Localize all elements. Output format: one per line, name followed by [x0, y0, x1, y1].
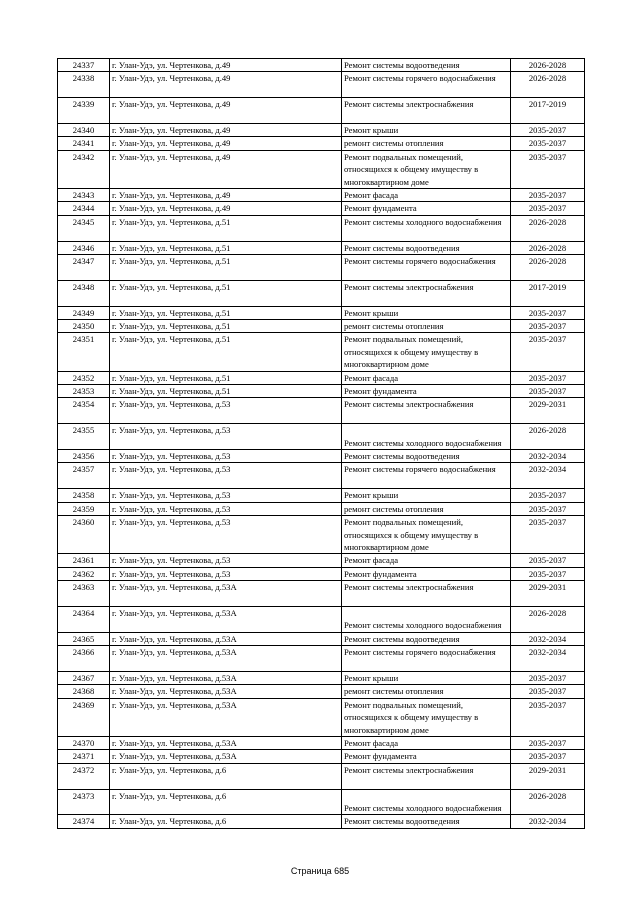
row-address: г. Улан-Удэ, ул. Чертенкова, д.49: [110, 137, 342, 150]
row-work-type: Ремонт фундамента: [342, 202, 511, 215]
row-number: 24346: [58, 241, 110, 254]
row-work-type: Ремонт системы электроснабжения: [342, 398, 511, 424]
table-row: [58, 280, 585, 306]
row-number: 24369: [58, 698, 110, 736]
row-number: 24348: [58, 280, 110, 306]
table-row: [58, 150, 585, 188]
row-period: 2035-2037: [511, 371, 585, 384]
row-number: 24364: [58, 606, 110, 632]
table-row: [58, 306, 585, 319]
row-address: г. Улан-Удэ, ул. Чертенкова, д.53А: [110, 685, 342, 698]
row-work-type: Ремонт системы водоотведения: [342, 241, 511, 254]
row-address: г. Улан-Удэ, ул. Чертенкова, д.53А: [110, 736, 342, 749]
row-address: г. Улан-Удэ, ул. Чертенкова, д.51: [110, 306, 342, 319]
row-work-type: Ремонт системы холодного водоснабжения: [342, 606, 511, 632]
row-address: г. Улан-Удэ, ул. Чертенкова, д.51: [110, 371, 342, 384]
table-row: [58, 124, 585, 137]
table-row: [58, 385, 585, 398]
row-number: 24352: [58, 371, 110, 384]
row-number: 24345: [58, 215, 110, 241]
row-work-type: Ремонт системы холодного водоснабжения: [342, 424, 511, 450]
row-work-type: Ремонт фасада: [342, 736, 511, 749]
row-address: г. Улан-Удэ, ул. Чертенкова, д.51: [110, 320, 342, 333]
row-work-type: ремонт системы отопления: [342, 320, 511, 333]
row-number: 24362: [58, 567, 110, 580]
table-row: [58, 59, 585, 72]
row-period: 2026-2028: [511, 72, 585, 98]
row-period: 2017-2019: [511, 98, 585, 124]
row-work-type: Ремонт фасада: [342, 189, 511, 202]
table-row: [58, 241, 585, 254]
row-address: г. Улан-Удэ, ул. Чертенкова, д.53А: [110, 646, 342, 672]
row-period: 2035-2037: [511, 137, 585, 150]
row-period: 2035-2037: [511, 698, 585, 736]
row-number: 24370: [58, 736, 110, 749]
row-address: г. Улан-Удэ, ул. Чертенкова, д.53А: [110, 750, 342, 763]
row-address: г. Улан-Удэ, ул. Чертенкова, д.53: [110, 424, 342, 450]
row-number: 24355: [58, 424, 110, 450]
row-work-type: Ремонт подвальных помещений, относящихся к общему имуществу в многоквартирном доме: [342, 698, 511, 736]
row-address: г. Улан-Удэ, ул. Чертенкова, д.49: [110, 124, 342, 137]
row-address: г. Улан-Удэ, ул. Чертенкова, д.53А: [110, 581, 342, 607]
row-address: г. Улан-Удэ, ул. Чертенкова, д.53: [110, 554, 342, 567]
row-work-type: Ремонт крыши: [342, 306, 511, 319]
row-address: г. Улан-Удэ, ул. Чертенкова, д.53А: [110, 671, 342, 684]
row-period: 2026-2028: [511, 215, 585, 241]
row-period: 2032-2034: [511, 463, 585, 489]
row-work-type: Ремонт системы горячего водоснабжения: [342, 255, 511, 281]
row-number: 24354: [58, 398, 110, 424]
row-period: 2032-2034: [511, 632, 585, 645]
table-row: [58, 450, 585, 463]
table-row: [58, 189, 585, 202]
row-period: 2035-2037: [511, 333, 585, 371]
table-row: [58, 463, 585, 489]
row-period: 2035-2037: [511, 320, 585, 333]
table-row: [58, 789, 585, 815]
row-number: 24342: [58, 150, 110, 188]
row-address: г. Улан-Удэ, ул. Чертенкова, д.51: [110, 241, 342, 254]
row-period: 2035-2037: [511, 685, 585, 698]
row-address: г. Улан-Удэ, ул. Чертенкова, д.53: [110, 489, 342, 502]
row-number: 24361: [58, 554, 110, 567]
row-work-type: Ремонт подвальных помещений, относящихся к общему имуществу в многоквартирном доме: [342, 333, 511, 371]
row-work-type: Ремонт фасада: [342, 554, 511, 567]
row-address: г. Улан-Удэ, ул. Чертенкова, д.6: [110, 815, 342, 828]
row-work-type: Ремонт фундамента: [342, 567, 511, 580]
row-number: 24356: [58, 450, 110, 463]
table-row: [58, 255, 585, 281]
row-period: 2029-2031: [511, 398, 585, 424]
table-row: [58, 516, 585, 554]
works-table: [57, 58, 585, 829]
row-number: 24372: [58, 763, 110, 789]
row-address: г. Улан-Удэ, ул. Чертенкова, д.53: [110, 502, 342, 515]
row-work-type: Ремонт крыши: [342, 124, 511, 137]
table-row: [58, 502, 585, 515]
row-period: 2035-2037: [511, 750, 585, 763]
row-period: 2035-2037: [511, 489, 585, 502]
row-address: г. Улан-Удэ, ул. Чертенкова, д.53А: [110, 698, 342, 736]
row-number: 24374: [58, 815, 110, 828]
row-work-type: Ремонт системы электроснабжения: [342, 581, 511, 607]
row-work-type: Ремонт системы горячего водоснабжения: [342, 463, 511, 489]
row-address: г. Улан-Удэ, ул. Чертенкова, д.51: [110, 255, 342, 281]
row-number: 24351: [58, 333, 110, 371]
table-row: [58, 371, 585, 384]
page-number: Страница 685: [290, 866, 350, 876]
row-number: 24337: [58, 59, 110, 72]
row-address: г. Улан-Удэ, ул. Чертенкова, д.49: [110, 202, 342, 215]
row-period: 2026-2028: [511, 606, 585, 632]
row-number: 24353: [58, 385, 110, 398]
row-address: г. Улан-Удэ, ул. Чертенкова, д.53: [110, 567, 342, 580]
row-address: г. Улан-Удэ, ул. Чертенкова, д.49: [110, 98, 342, 124]
row-period: 2017-2019: [511, 280, 585, 306]
row-number: 24349: [58, 306, 110, 319]
row-number: 24367: [58, 671, 110, 684]
row-work-type: ремонт системы отопления: [342, 137, 511, 150]
row-address: г. Улан-Удэ, ул. Чертенкова, д.49: [110, 150, 342, 188]
row-number: 24347: [58, 255, 110, 281]
row-address: г. Улан-Удэ, ул. Чертенкова, д.49: [110, 59, 342, 72]
table-row: [58, 606, 585, 632]
row-period: 2032-2034: [511, 450, 585, 463]
row-work-type: Ремонт крыши: [342, 671, 511, 684]
row-address: г. Улан-Удэ, ул. Чертенкова, д.51: [110, 385, 342, 398]
row-work-type: Ремонт системы водоотведения: [342, 815, 511, 828]
row-period: 2026-2028: [511, 789, 585, 815]
row-number: 24368: [58, 685, 110, 698]
row-work-type: ремонт системы отопления: [342, 502, 511, 515]
row-number: 24366: [58, 646, 110, 672]
row-work-type: Ремонт подвальных помещений, относящихся к общему имуществу в многоквартирном доме: [342, 516, 511, 554]
table-row: [58, 320, 585, 333]
table-row: [58, 750, 585, 763]
row-work-type: Ремонт системы электроснабжения: [342, 280, 511, 306]
table-body: [58, 59, 585, 829]
row-period: 2026-2028: [511, 255, 585, 281]
table-row: [58, 554, 585, 567]
table-row: [58, 581, 585, 607]
row-address: г. Улан-Удэ, ул. Чертенкова, д.49: [110, 189, 342, 202]
table-row: [58, 215, 585, 241]
row-address: г. Улан-Удэ, ул. Чертенкова, д.53: [110, 463, 342, 489]
row-number: 24344: [58, 202, 110, 215]
row-address: г. Улан-Удэ, ул. Чертенкова, д.53А: [110, 606, 342, 632]
table-row: [58, 424, 585, 450]
row-period: 2035-2037: [511, 502, 585, 515]
table-row: [58, 98, 585, 124]
row-period: 2032-2034: [511, 646, 585, 672]
table-row: [58, 815, 585, 828]
row-work-type: Ремонт системы водоотведения: [342, 632, 511, 645]
row-number: 24371: [58, 750, 110, 763]
table-row: [58, 489, 585, 502]
row-work-type: Ремонт системы электроснабжения: [342, 98, 511, 124]
row-number: 24358: [58, 489, 110, 502]
row-period: 2026-2028: [511, 424, 585, 450]
row-work-type: Ремонт системы холодного водоснабжения: [342, 215, 511, 241]
row-address: г. Улан-Удэ, ул. Чертенкова, д.53: [110, 450, 342, 463]
row-address: г. Улан-Удэ, ул. Чертенкова, д.51: [110, 215, 342, 241]
row-period: 2035-2037: [511, 567, 585, 580]
row-address: г. Улан-Удэ, ул. Чертенкова, д.51: [110, 333, 342, 371]
table-row: [58, 671, 585, 684]
row-number: 24338: [58, 72, 110, 98]
row-work-type: Ремонт крыши: [342, 489, 511, 502]
row-address: г. Улан-Удэ, ул. Чертенкова, д.6: [110, 789, 342, 815]
row-address: г. Улан-Удэ, ул. Чертенкова, д.6: [110, 763, 342, 789]
row-period: 2035-2037: [511, 189, 585, 202]
row-period: 2035-2037: [511, 124, 585, 137]
row-number: 24357: [58, 463, 110, 489]
table-row: [58, 736, 585, 749]
row-number: 24373: [58, 789, 110, 815]
table-row: [58, 333, 585, 371]
row-number: 24339: [58, 98, 110, 124]
table-row: [58, 398, 585, 424]
row-number: 24350: [58, 320, 110, 333]
row-period: 2035-2037: [511, 516, 585, 554]
row-address: г. Улан-Удэ, ул. Чертенкова, д.53: [110, 398, 342, 424]
row-period: 2029-2031: [511, 763, 585, 789]
row-address: г. Улан-Удэ, ул. Чертенкова, д.49: [110, 72, 342, 98]
row-number: 24359: [58, 502, 110, 515]
row-period: 2035-2037: [511, 554, 585, 567]
row-period: 2035-2037: [511, 202, 585, 215]
row-period: 2029-2031: [511, 581, 585, 607]
table-row: [58, 646, 585, 672]
row-number: 24340: [58, 124, 110, 137]
row-number: 24360: [58, 516, 110, 554]
row-work-type: Ремонт системы холодного водоснабжения: [342, 789, 511, 815]
table-row: [58, 202, 585, 215]
row-work-type: Ремонт системы водоотведения: [342, 450, 511, 463]
row-work-type: Ремонт фундамента: [342, 385, 511, 398]
row-period: 2035-2037: [511, 736, 585, 749]
row-number: 24365: [58, 632, 110, 645]
row-work-type: Ремонт системы горячего водоснабжения: [342, 646, 511, 672]
row-period: 2026-2028: [511, 241, 585, 254]
table-row: [58, 698, 585, 736]
row-work-type: Ремонт фундамента: [342, 750, 511, 763]
table-row: [58, 567, 585, 580]
row-address: г. Улан-Удэ, ул. Чертенкова, д.53А: [110, 632, 342, 645]
row-work-type: Ремонт подвальных помещений, относящихся к общему имуществу в многоквартирном доме: [342, 150, 511, 188]
row-address: г. Улан-Удэ, ул. Чертенкова, д.51: [110, 280, 342, 306]
table-row: [58, 72, 585, 98]
table-row: [58, 632, 585, 645]
row-work-type: ремонт системы отопления: [342, 685, 511, 698]
row-number: 24341: [58, 137, 110, 150]
row-work-type: Ремонт системы электроснабжения: [342, 763, 511, 789]
row-period: 2035-2037: [511, 306, 585, 319]
table-row: [58, 137, 585, 150]
row-period: 2035-2037: [511, 385, 585, 398]
row-period: 2026-2028: [511, 59, 585, 72]
row-work-type: Ремонт фасада: [342, 371, 511, 384]
row-number: 24343: [58, 189, 110, 202]
table-row: [58, 763, 585, 789]
row-address: г. Улан-Удэ, ул. Чертенкова, д.53: [110, 516, 342, 554]
row-period: 2032-2034: [511, 815, 585, 828]
row-period: 2035-2037: [511, 150, 585, 188]
row-number: 24363: [58, 581, 110, 607]
table-row: [58, 685, 585, 698]
row-work-type: Ремонт системы водоотведения: [342, 59, 511, 72]
row-period: 2035-2037: [511, 671, 585, 684]
row-work-type: Ремонт системы горячего водоснабжения: [342, 72, 511, 98]
